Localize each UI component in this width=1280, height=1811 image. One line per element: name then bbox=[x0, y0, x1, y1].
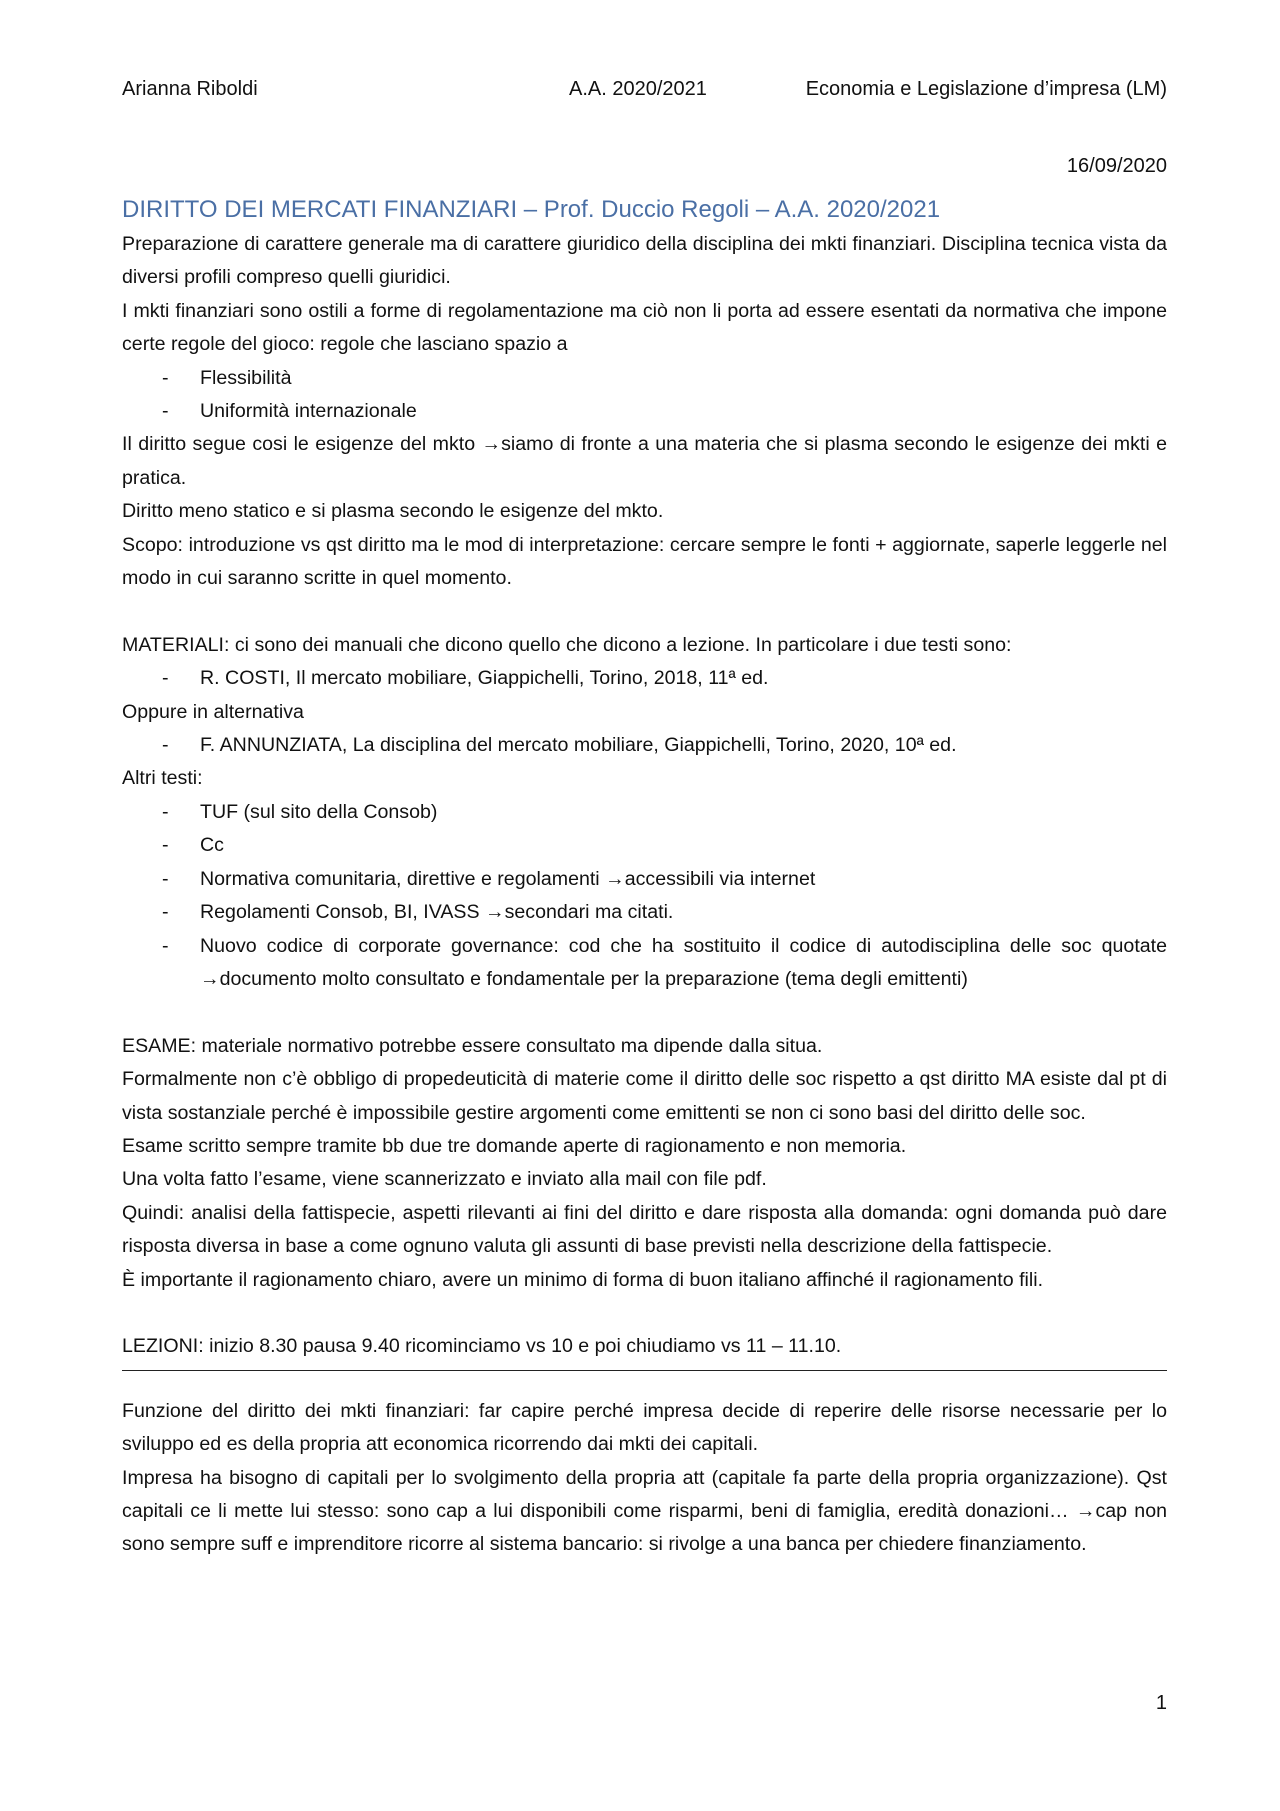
list-item bbox=[122, 863, 1167, 896]
bullet-dash: - bbox=[162, 834, 169, 857]
exam-paragraph: È importante il ragionamento chiaro, avere un minimo di forma di buon italiano affinché il ragionamento fili. bbox=[122, 1268, 1044, 1291]
bullet-dash: - bbox=[162, 934, 169, 957]
bullet-dash: - bbox=[162, 734, 169, 757]
intro-paragraph: Il diritto segue cosi le esigenze del mkto →siamo di fronte a una materia che si plasma secondo le esigenze dei mkti e pratica. bbox=[122, 433, 1167, 489]
list-item-text: Cc bbox=[200, 834, 224, 857]
list-item-text: Uniformità internazionale bbox=[200, 400, 417, 423]
blank-line bbox=[122, 595, 1167, 628]
lessons-paragraph: LEZIONI: inizio 8.30 pausa 9.40 ricominciamo vs 10 e poi chiudiamo vs 11 – 11.10. bbox=[122, 1335, 842, 1358]
bullet-dash: - bbox=[162, 366, 169, 389]
section-divider bbox=[122, 1370, 1167, 1371]
page-header bbox=[122, 78, 1167, 104]
list-item-text: R. COSTI, Il mercato mobiliare, Giappichelli, Torino, 2018, 11ª ed. bbox=[200, 667, 769, 690]
exam-paragraph: ESAME: materiale normativo potrebbe essere consultato ma dipende dalla situa. bbox=[122, 1034, 823, 1057]
list-item-text: Regolamenti Consob, BI, IVASS →secondari ma citati. bbox=[200, 901, 674, 924]
blank-line bbox=[122, 996, 1167, 1029]
header-course: Economia e Legislazione d’impresa (LM) bbox=[805, 78, 1167, 100]
materials-paragraph: MATERIALI: ci sono dei manuali che dicono quello che dicono a lezione. In particolare i due testi sono: bbox=[122, 633, 1012, 656]
list-item-text: Flessibilità bbox=[200, 366, 292, 389]
exam-paragraph: Una volta fatto l’esame, viene scannerizzato e inviato alla mail con file pdf. bbox=[122, 1168, 767, 1191]
document-title: DIRITTO DEI MERCATI FINANZIARI – Prof. Duccio Regoli – A.A. 2020/2021 bbox=[122, 196, 941, 223]
body-paragraph: Impresa ha bisogno di capitali per lo svolgimento della propria att (capitale fa parte della propria organizzazione). Qst capitali ce li mette lui stesso: sono cap a lui disponibili come risparmi, beni di famiglia, eredità donazioni… →cap non sono sempre suff e imprenditore ricorre al sistema bancario: si rivolge a una banca per chiedere finanziamento. bbox=[122, 1466, 1167, 1556]
list-item bbox=[122, 662, 1167, 695]
list-item-text: Normativa comunitaria, direttive e regolamenti →accessibili via internet bbox=[200, 867, 816, 890]
list-item-text: F. ANNUNZIATA, La disciplina del mercato mobiliare, Giappichelli, Torino, 2020, 10ª ed. bbox=[200, 734, 957, 757]
lecture-date: 16/09/2020 bbox=[1066, 155, 1167, 177]
header-author: Arianna Riboldi bbox=[122, 78, 258, 100]
intro-paragraph: Scopo: introduzione vs qst diritto ma le mod di interpretazione: cercare sempre le fonti + aggiornate, saperle leggerle nel modo in cui saranno scritte in quel momento. bbox=[122, 533, 1167, 590]
intro-paragraph: I mkti finanziari sono ostili a forme di regolamentazione ma ciò non li porta ad essere esentati da normativa che impone certe regole del gioco: regole che lasciano spazio a bbox=[122, 299, 1167, 356]
list-item bbox=[122, 796, 1167, 829]
page-number: 1 bbox=[1155, 1692, 1167, 1714]
bullet-dash: - bbox=[162, 400, 169, 423]
bullet-dash: - bbox=[162, 667, 169, 690]
exam-paragraph: Esame scritto sempre tramite bb due tre domande aperte di ragionamento e non memoria. bbox=[122, 1134, 907, 1157]
exam-paragraph: Quindi: analisi della fattispecie, aspetti rilevanti ai fini del diritto e dare risposta alla domanda: ogni domanda può dare risposta diversa in base a come ognuno valuta gli assunti di base previsti nella descrizione della fattispecie. bbox=[122, 1201, 1167, 1258]
list-item-text: TUF (sul sito della Consob) bbox=[200, 800, 438, 823]
intro-paragraph: Preparazione di carattere generale ma di carattere giuridico della disciplina dei mkti finanziari. Disciplina tecnica vista da diversi profili compreso quelli giuridici. bbox=[122, 233, 1167, 289]
materials-paragraph: Altri testi: bbox=[122, 767, 203, 790]
list-item bbox=[122, 362, 1167, 395]
bullet-dash: - bbox=[162, 800, 169, 823]
list-item bbox=[122, 829, 1167, 862]
document-body bbox=[122, 192, 1167, 1562]
blank-line bbox=[122, 1297, 1167, 1330]
list-item bbox=[122, 729, 1167, 762]
body-paragraph: Funzione del diritto dei mkti finanziari: far capire perché impresa decide di reperire delle risorse necessarie per lo sviluppo ed es della propria att economica ricorrendo dai mkti dei capitali. bbox=[122, 1399, 1167, 1456]
bullet-dash: - bbox=[162, 901, 169, 924]
exam-paragraph: Formalmente non c’è obbligo di propedeuticità di materie come il diritto delle soc rispetto a qst diritto MA esiste dal pt di vista sostanziale perché è impossibile gestire argomenti come emittenti se non ci sono basi del diritto delle soc. bbox=[122, 1068, 1167, 1124]
header-academic-year: A.A. 2020/2021 bbox=[569, 78, 707, 100]
list-item bbox=[122, 395, 1167, 428]
bullet-dash: - bbox=[162, 867, 169, 890]
list-item-text: Nuovo codice di corporate governance: cod che ha sostituito il codice di autodisciplina delle soc quotate →documento molto consultato e fondamentale per la preparazione (tema degli emittenti) bbox=[200, 934, 1167, 990]
intro-paragraph: Diritto meno statico e si plasma secondo le esigenze del mkto. bbox=[122, 500, 664, 523]
list-item bbox=[122, 930, 1167, 997]
list-item bbox=[122, 896, 1167, 929]
materials-paragraph: Oppure in alternativa bbox=[122, 700, 304, 723]
